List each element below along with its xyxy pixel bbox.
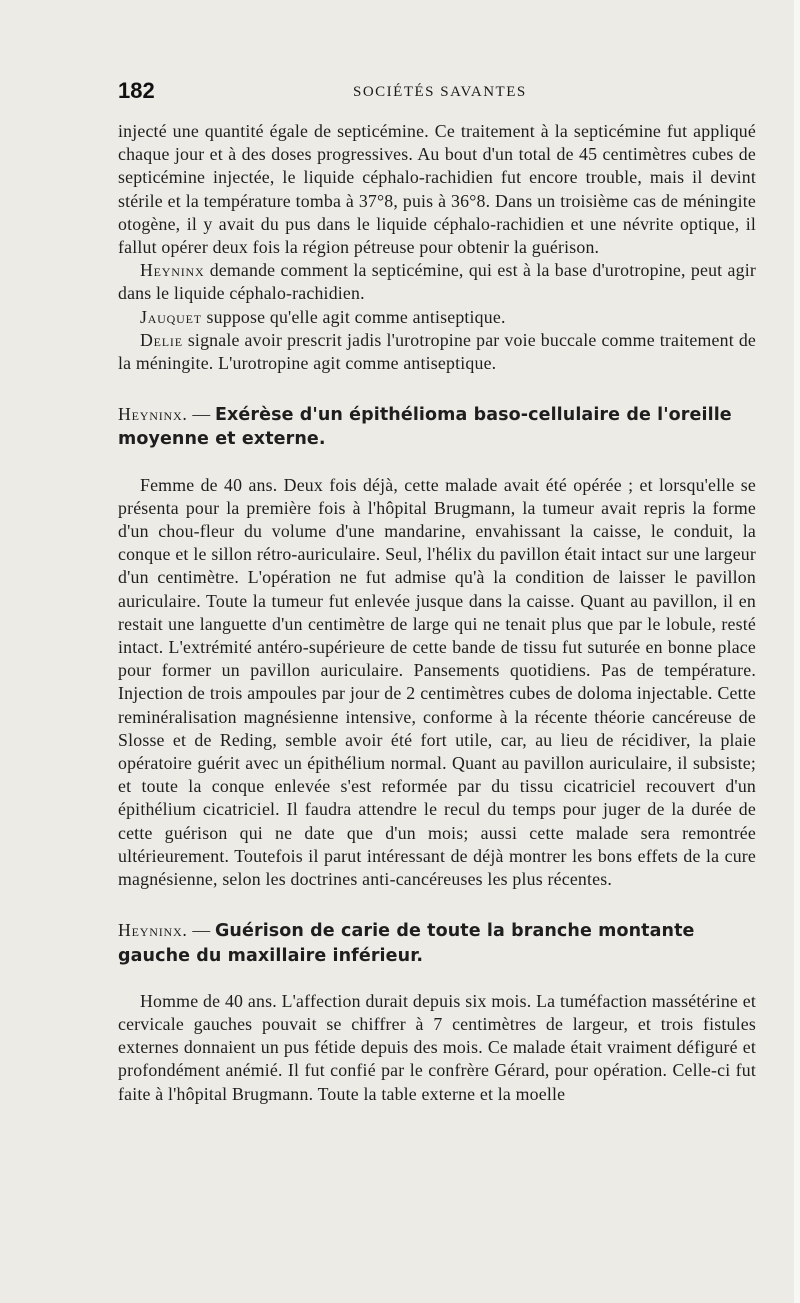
title-dash: — [187,920,215,941]
speaker-name: Jauquet [140,306,202,327]
section-author: Heyninx. [118,920,188,941]
running-head: SOCIÉTÉS SAVANTES [353,84,527,100]
page-number: 182 [118,78,155,103]
speaker-text: signale avoir prescrit jadis l'urotropine par voie buccale comme traitement de la méningite. L'urotropine agit comme antiseptique. [118,329,756,374]
page-header [118,78,758,108]
section-body-1: Femme de 40 ans. Deux fois déjà, cette malade avait été opérée ; et lorsqu'elle se présenta pour la première fois à l'hôpital Brugmann, la tumeur avait repris la forme d'un chou-fleur du volume d'une mandarine, envahissant la caisse, le conduit, la conque et le sillon rétro-auriculaire. Seul, l'hélix du pavillon était intact sur une largeur d'un centimètre. L'opération ne fut admise qu'à la condition de laisser le pavillon auriculaire. Toute la tumeur fut enlevée jusque dans la caisse. Quant au pavillon, il en restait une languette d'un centimètre de large qui ne tenait plus que par le lobule, resté intact. L'extrémité antéro-supérieure de cette bande de tissu fut suturée en bonne place pour former un pavillon auriculaire. Pansements quotidiens. Pas de température. Injection de trois ampoules par jour de 2 centimètres cubes de doloma injectable. Cette reminéralisation magnésienne intensive, conforme à la récente théorie cancéreuse de Slosse et de Reding, semble avoir été fort utile, car, au lieu de récidiver, la plaie opératoire guérit avec un épithélium normal. Quant au pavillon auriculaire, il subsiste; et toute la conque enlevée s'est reformée par du tissu cicatriciel recouvert d'un épithélium cicatriciel. Il faudra attendre le recul du temps pour juger de la durée de cette guérison qui ne date que d'un mois; aussi cette malade sera remontrée ultérieurement. Toutefois il parut intéressant de déjà montrer les bons effets de la cure magnésienne, selon les doctrines anti-cancéreuses les plus récentes. [118,474,756,890]
section-title-text: Guérison de carie de toute la branche montante gauche du maxillaire inférieur. [118,921,695,966]
body-text [118,120,756,1106]
discussion-jauquet [118,306,756,329]
speaker-text: demande comment la septicémine, qui est à la base d'urotropine, peut agir dans le liquide céphalo-rachidien. [118,260,756,304]
speaker-name: Delie [140,329,183,350]
speaker-text: suppose qu'elle agit comme antiseptique. [206,306,506,327]
intro-paragraph: injecté une quantité égale de septicémine. Ce traitement à la septicémine fut appliqué chaque jour et à des doses progressives. Au bout d'un total de 45 centimètres cubes de septicémine injectée, le liquide céphalo-rachidien fut encore trouble, mais il devint stérile et la température tomba à 37°8, puis à 36°8. Dans un troisième cas de méningite otogène, il y avait du pus dans le liquide céphalo-rachidien et une névrite optique, il fallut opérer deux fois la région pétreuse pour obtenir la guérison. [118,121,756,258]
section-body-2: Homme de 40 ans. L'affection durait depuis six mois. La tuméfaction massétérine et cervicale gauches pouvait se chiffrer à 7 centimètres de largeur, et trois fistules externes donnaient un pus fétide depuis des mois. Ce malade était vraiment défiguré et profondément anémié. Il fut confié par le confrère Gérard, pour opération. Celle-ci fut faite à l'hôpital Brugmann. Toute la table externe et la moelle [118,990,756,1104]
discussion-delie [118,329,756,375]
section-author: Heyninx. [118,404,188,425]
speaker-name: Heyninx [140,260,205,281]
section-title-2 [118,919,756,967]
page-edge [794,0,800,1303]
section-title-text: Exérèse d'un épithélioma baso-cellulaire de l'oreille moyenne et externe. [118,405,732,450]
title-dash: — [187,404,215,425]
discussion-heyninx [118,259,756,305]
section-title-1 [118,403,756,451]
